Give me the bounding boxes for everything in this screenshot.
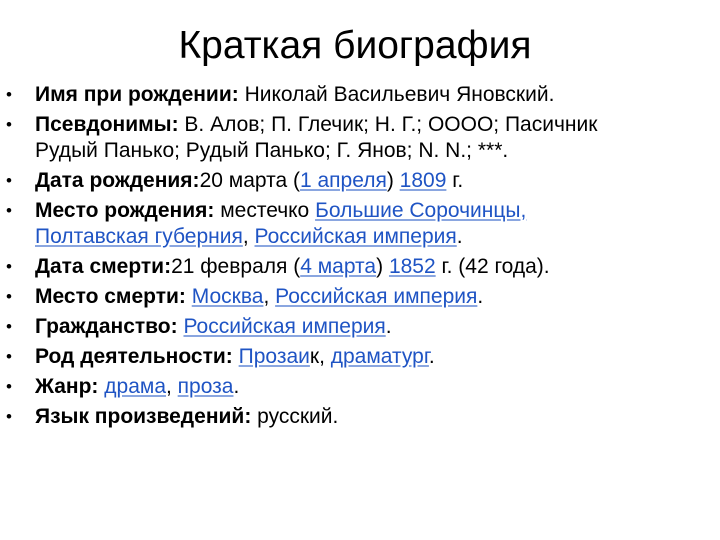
- item-text: .: [233, 375, 240, 398]
- bullet-icon: •: [6, 407, 12, 426]
- list-item-death-date: [0, 254, 710, 280]
- item-text: ,: [242, 225, 255, 248]
- item-text: В. Алов; П. Глечик; Н. Г.; ОООО; Пасичник: [178, 113, 598, 136]
- item-text-continued: Рудый Панько; Рудый Панько; Г. Янов; N. N.; ***.: [35, 139, 509, 162]
- bullet-icon: •: [6, 347, 12, 366]
- bullet-icon: •: [6, 85, 12, 104]
- item-label: Псевдонимы:: [35, 113, 179, 136]
- item-text: .: [385, 315, 392, 338]
- link-prosaist[interactable]: Прозаи: [238, 345, 310, 368]
- bullet-icon: •: [6, 201, 12, 220]
- item-text: .: [456, 225, 463, 248]
- list-item-language: [0, 404, 710, 430]
- bullet-icon: •: [6, 287, 12, 306]
- link-year-1809[interactable]: 1809: [399, 169, 447, 192]
- list-item-death-place: [0, 284, 710, 310]
- link-moscow[interactable]: Москва: [191, 285, 264, 308]
- item-text: ): [386, 169, 400, 192]
- item-text: 21 февраля (: [171, 255, 301, 278]
- link-march-4[interactable]: 4 марта: [300, 255, 377, 278]
- item-text: русский.: [251, 405, 339, 428]
- bullet-icon: •: [6, 317, 12, 336]
- link-russian-empire[interactable]: Российская империя: [183, 315, 386, 338]
- item-text: .: [428, 345, 435, 368]
- item-text: к,: [309, 345, 331, 368]
- item-label: Гражданство:: [35, 315, 178, 338]
- item-text: ): [376, 255, 389, 278]
- link-poltava-governorate[interactable]: Полтавская губерния: [35, 225, 243, 248]
- item-text: местечко: [214, 199, 316, 222]
- link-april-1[interactable]: 1 апреля: [299, 169, 387, 192]
- link-year-1852[interactable]: 1852: [388, 255, 436, 278]
- link-prose[interactable]: проза: [177, 375, 234, 398]
- list-item-citizenship: [0, 314, 710, 340]
- link-russian-empire[interactable]: Российская империя: [275, 285, 478, 308]
- list-item-birth-date: [0, 168, 710, 194]
- item-text: 20 марта (: [199, 169, 300, 192]
- item-label: Место рождения:: [35, 199, 215, 222]
- list-item-genre: [0, 374, 710, 400]
- link-playwright[interactable]: драматург: [330, 345, 429, 368]
- link-bolshie-sorochintsy[interactable]: Большие Сорочинцы,: [315, 199, 527, 222]
- biography-list: [0, 82, 710, 434]
- bullet-icon: •: [6, 115, 12, 134]
- item-text: ,: [166, 375, 178, 398]
- bullet-icon: •: [6, 257, 12, 276]
- item-text: г. (42 года).: [435, 255, 550, 278]
- item-label: Жанр:: [35, 375, 99, 398]
- item-label: Род деятельности:: [35, 345, 233, 368]
- item-text: ,: [263, 285, 276, 308]
- list-item-birth-place: [0, 198, 710, 250]
- link-russian-empire[interactable]: Российская империя: [254, 225, 457, 248]
- bullet-icon: •: [6, 377, 12, 396]
- item-label: Дата рождения:: [35, 169, 200, 192]
- list-item-pseudonyms: [0, 112, 710, 164]
- item-label: Язык произведений:: [35, 405, 252, 428]
- list-item-birth-name: [0, 82, 710, 108]
- list-item-occupation: [0, 344, 710, 370]
- item-text: г.: [446, 169, 464, 192]
- link-drama[interactable]: драма: [104, 375, 166, 398]
- item-label: Имя при рождении:: [35, 83, 239, 106]
- item-label: Дата смерти:: [35, 255, 172, 278]
- item-label: Место смерти:: [35, 285, 186, 308]
- slide-title: Краткая биография: [178, 24, 532, 67]
- item-text: Николай Васильевич Яновский.: [238, 83, 555, 106]
- item-text: .: [477, 285, 484, 308]
- bullet-icon: •: [6, 171, 12, 190]
